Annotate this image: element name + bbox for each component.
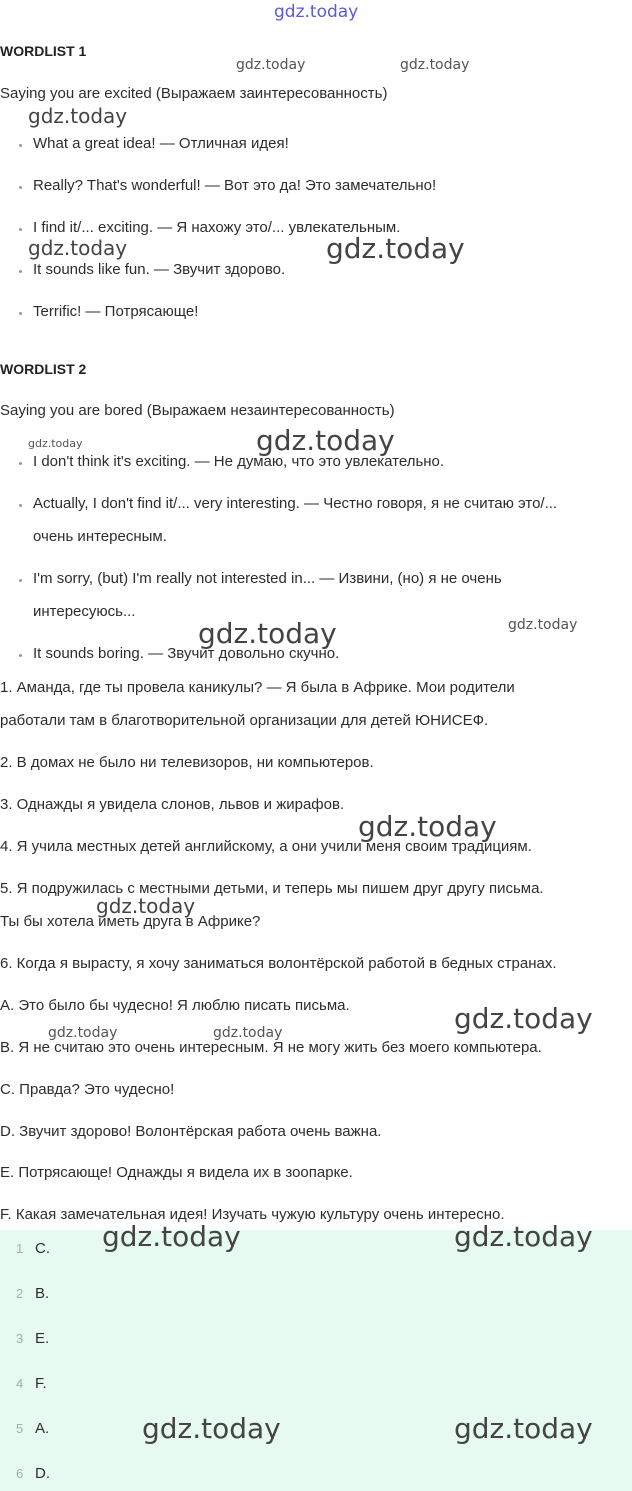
translation-line: 2. В домах не было ни телевизоров, ни компьютеров. <box>0 754 374 771</box>
translation-line: Ты бы хотела иметь друга в Африке? <box>0 913 261 930</box>
answer-number: 4 <box>16 1376 24 1391</box>
list-item: It sounds like fun. — Звучит здорово. <box>33 261 286 278</box>
translation-line: F. Какая замечательная идея! Изучать чужую культуру очень интересно. <box>0 1206 505 1223</box>
translation-line: C. Правда? Это чудесно! <box>0 1081 175 1098</box>
translation-line: 4. Я учила местных детей английскому, а они учили меня своим традициям. <box>0 838 532 855</box>
watermark: gdz.today <box>48 1025 118 1041</box>
watermark: gdz.today <box>400 57 470 73</box>
translation-line: работали там в благотворительной организации для детей ЮНИСЕФ. <box>0 712 489 729</box>
wordlist2-subtitle: Saying you are bored (Выражаем незаинтересованность) <box>0 402 395 419</box>
list-item: It sounds boring. — Звучит довольно скучно. <box>33 645 340 662</box>
answer-letter: C. <box>35 1240 50 1257</box>
list-item-continuation: очень интересным. <box>33 528 167 545</box>
list-item-continuation: интересуюсь... <box>33 603 136 620</box>
answer-number: 2 <box>16 1286 24 1301</box>
watermark: gdz.today <box>96 894 196 918</box>
watermark: gdz.today <box>326 232 465 265</box>
answer-letter: E. <box>35 1330 50 1347</box>
list-item: Really? That's wonderful! — Вот это да! Это замечательно! <box>33 177 437 194</box>
translation-line: E. Потрясающе! Однажды я видела их в зоопарке. <box>0 1164 353 1181</box>
watermark: gdz.today <box>213 1025 283 1041</box>
list-item: I find it/... exciting. — Я нахожу это/... увлекательным. <box>33 219 401 236</box>
watermark: gdz.today <box>142 1412 281 1445</box>
bullet-icon <box>19 312 22 315</box>
list-item: Terrific! — Потрясающе! <box>33 303 199 320</box>
watermark: gdz.today <box>28 236 128 260</box>
answer-letter: A. <box>35 1420 50 1437</box>
answer-letter: B. <box>35 1285 50 1302</box>
watermark: gdz.today <box>28 104 128 128</box>
translation-line: 5. Я подружилась с местными детьми, и теперь мы пишем друг другу письма. <box>0 880 544 897</box>
answer-number: 5 <box>16 1421 24 1436</box>
list-item: Actually, I don't find it/... very interesting. — Честно говоря, я не считаю это/... <box>33 495 558 512</box>
answers-panel <box>0 1220 632 1491</box>
watermark: gdz.today <box>236 57 306 73</box>
bullet-icon <box>19 270 22 273</box>
watermark: gdz.today <box>28 437 83 450</box>
list-item: I'm sorry, (but) I'm really not interested in... — Извини, (но) я не очень <box>33 570 502 587</box>
watermark: gdz.today <box>454 1002 593 1035</box>
answer-letter: F. <box>35 1375 47 1392</box>
translation-line: B. Я не считаю это очень интересным. Я не могу жить без моего компьютера. <box>0 1039 542 1056</box>
watermark: gdz.today <box>256 424 395 457</box>
watermark: gdz.today <box>508 617 578 633</box>
bullet-icon <box>19 654 22 657</box>
bullet-icon <box>19 504 22 507</box>
translation-line: 1. Аманда, где ты провела каникулы? — Я была в Африке. Мои родители <box>0 679 515 696</box>
watermark: gdz.today <box>102 1220 241 1253</box>
answer-number: 6 <box>16 1466 24 1481</box>
wordlist1-heading: WORDLIST 1 <box>0 43 87 59</box>
watermark: gdz.today <box>358 810 497 843</box>
translation-line: 3. Однажды я увидела слонов, львов и жирафов. <box>0 796 345 813</box>
watermark-top: gdz.today <box>274 2 359 22</box>
wordlist1-subtitle: Saying you are excited (Выражаем заинтересованность) <box>0 85 388 102</box>
bullet-icon <box>19 144 22 147</box>
wordlist2-heading: WORDLIST 2 <box>0 361 87 377</box>
answer-letter: D. <box>35 1465 50 1482</box>
bullet-icon <box>19 579 22 582</box>
translation-line: A. Это было бы чудесно! Я люблю писать письма. <box>0 997 350 1014</box>
answer-number: 3 <box>16 1331 24 1346</box>
watermark: gdz.today <box>454 1412 593 1445</box>
list-item: What a great idea! — Отличная идея! <box>33 135 289 152</box>
watermark: gdz.today <box>198 617 337 650</box>
translation-line: D. Звучит здорово! Волонтёрская работа очень важна. <box>0 1123 382 1140</box>
list-item: I don't think it's exciting. — Не думаю, что это увлекательно. <box>33 453 445 470</box>
bullet-icon <box>19 462 22 465</box>
answer-number: 1 <box>16 1241 24 1256</box>
bullet-icon <box>19 228 22 231</box>
translation-line: 6. Когда я вырасту, я хочу заниматься волонтёрской работой в бедных странах. <box>0 955 557 972</box>
watermark: gdz.today <box>454 1220 593 1253</box>
bullet-icon <box>19 186 22 189</box>
